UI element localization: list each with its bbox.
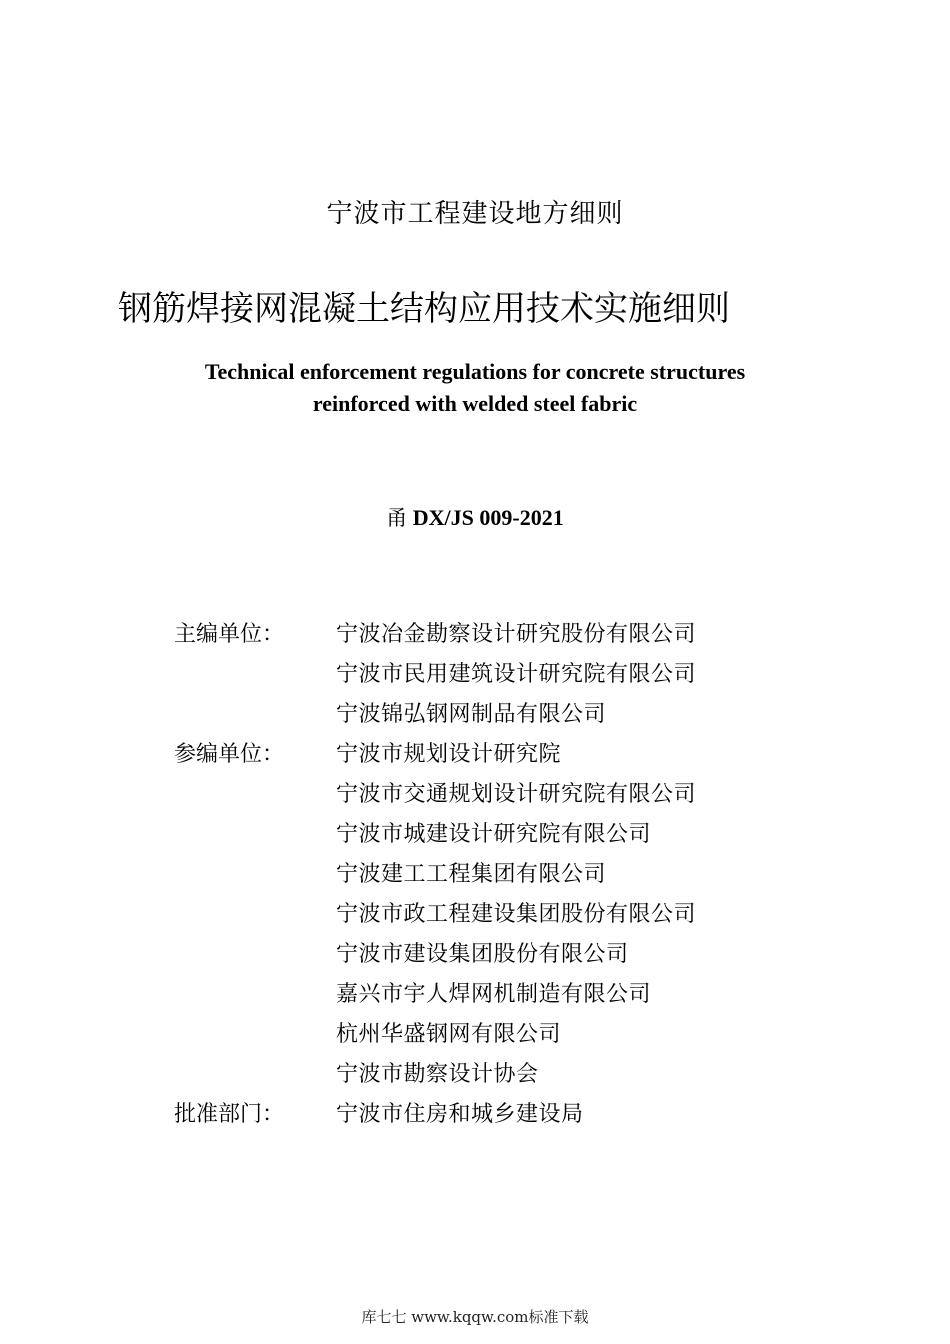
org-name: 宁波市勘察设计协会 — [336, 1061, 539, 1087]
org-row — [174, 972, 824, 1012]
org-row — [174, 892, 824, 932]
footer-watermark: 库七七 www.kqqw.com标准下载 — [361, 1308, 589, 1326]
org-name: 宁波锦弘钢网制品有限公司 — [336, 701, 607, 727]
org-name: 宁波市城建设计研究院有限公司 — [336, 821, 652, 847]
org-name: 宁波市民用建筑设计研究院有限公司 — [336, 661, 697, 687]
org-row — [174, 1052, 824, 1092]
series-title: 宁波市工程建设地方细则 — [326, 199, 624, 229]
org-name: 宁波市交通规划设计研究院有限公司 — [336, 781, 697, 807]
org-name: 宁波市规划设计研究院 — [336, 741, 562, 767]
org-role-label: 批准部门： — [174, 1101, 285, 1127]
org-row — [174, 612, 824, 652]
organization-list — [174, 612, 824, 1132]
english-title — [0, 356, 950, 420]
org-role-label: 参编单位： — [174, 741, 285, 767]
org-name: 宁波冶金勘察设计研究股份有限公司 — [336, 621, 697, 647]
org-row — [174, 1092, 824, 1132]
org-name: 宁波市住房和城乡建设局 — [336, 1101, 584, 1127]
org-name: 杭州华盛钢网有限公司 — [336, 1021, 562, 1047]
org-name: 宁波市建设集团股份有限公司 — [336, 941, 629, 967]
org-row — [174, 1012, 824, 1052]
org-name: 嘉兴市宇人焊网机制造有限公司 — [336, 981, 652, 1007]
org-row — [174, 932, 824, 972]
org-name: 宁波建工工程集团有限公司 — [336, 861, 607, 887]
standard-code — [0, 502, 950, 534]
main-title: 钢筋焊接网混凝土结构应用技术实施细则 — [118, 289, 730, 329]
org-row — [174, 652, 824, 692]
english-title-line-2: reinforced with welded steel fabric — [312, 391, 638, 416]
org-row — [174, 772, 824, 812]
standard-code-prefix: 甬 — [386, 506, 408, 530]
org-row — [174, 852, 824, 892]
org-row — [174, 732, 824, 772]
standard-code-number: DX/JS 009-2021 — [412, 505, 564, 530]
org-row — [174, 692, 824, 732]
org-row — [174, 812, 824, 852]
english-title-line-1: Technical enforcement regulations for concrete structures — [204, 359, 746, 384]
org-name: 宁波市政工程建设集团股份有限公司 — [336, 901, 697, 927]
org-role-label: 主编单位： — [174, 621, 285, 647]
